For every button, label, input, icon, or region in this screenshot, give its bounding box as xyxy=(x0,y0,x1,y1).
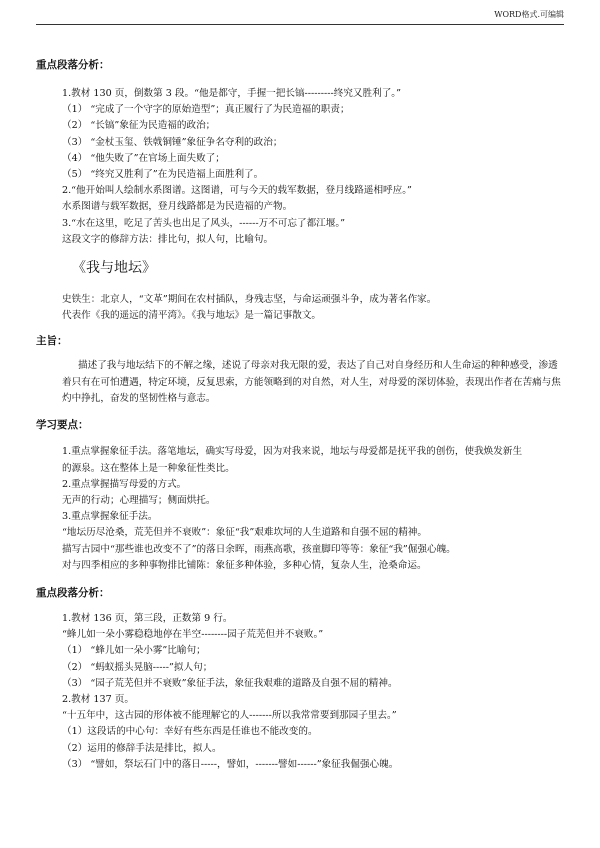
section-heading-key-paragraphs-1: 重点段落分析： xyxy=(36,59,110,71)
text-line: （2） “长镐”象征为民造福的政治； xyxy=(62,120,216,132)
text-line: 这段文字的修辞方法：排比句，拟人句，比喻句。 xyxy=(62,233,274,245)
text-line: （1）这段话的中心句：幸好有些东西是任谁也不能改变的。 xyxy=(62,726,318,738)
author-line: 史铁生：北京人，“文革”期间在农村插队，身残志坚，与命运顽强斗争，成为著名作家。 xyxy=(62,294,437,306)
text-line: 2.“他开始叫人绘制水系图谱。这图谱，可与今天的载军数据，登月线路遥相呼应。” xyxy=(62,185,412,197)
text-line: 1.教材 130 页，倒数第 3 段。“他是都守，手握一把长镐---------终究又胜利了。” xyxy=(62,88,401,99)
text-line: 3.重点掌握象征手法。 xyxy=(62,511,158,523)
text-line: 1.教材 136 页，第三段，正数第 9 行。 xyxy=(62,612,233,624)
text-line: （5） “终究又胜利了”在为民造福上面胜利了。 xyxy=(62,169,264,181)
section-heading-study-points: 学习要点： xyxy=(36,419,89,432)
text-line: （3） “园子荒芜但并不衰败”象征手法，象征我艰难的道路及自强不屈的精神。 xyxy=(62,677,398,689)
text-line: 1.重点掌握象征手法。落笔地坛，确实写母爱，因为对我来说，地坛与母爱都是抚平我的创伤，使我焕发新生 xyxy=(62,446,523,458)
text-line: 3.“水在这里，吃足了苦头也出足了风头，------万不可忘了都江堰。” xyxy=(62,217,346,229)
text-line: （1） “完成了一个守字的原始造型”；真正履行了为民造福的职责； xyxy=(62,104,350,116)
document-content xyxy=(36,58,566,773)
author-line: 代表作《我的遥远的清平湾》。《我与地坛》是一篇记事散文。 xyxy=(62,310,322,322)
text-line: （4） “他失败了”在官场上面失败了； xyxy=(62,152,225,164)
section-heading-key-paragraphs-2: 重点段落分析： xyxy=(36,586,110,599)
text-line: 对与四季相应的多种事物排比铺陈：象征多种体验，多种心情，复杂人生，沧桑命运。 xyxy=(62,559,427,571)
text-line: 的源泉。这在整体上是一种象征性类比。 xyxy=(62,462,235,474)
text-line: “地坛历尽沧桑，荒芜但并不衰败”：象征“我”艰难坎坷的人生道路和自强不屈的精神。 xyxy=(62,527,427,539)
text-line: （2） “蚂蚁摇头晃脑-----”拟人句； xyxy=(62,661,213,673)
section-heading-theme: 主旨： xyxy=(36,335,68,348)
text-line: （1） “蜂儿如一朵小雾”比喻句； xyxy=(62,645,206,657)
text-line: “十五年中，这古园的形体被不能理解它的人-------所以我常常要到那园子里去。” xyxy=(62,710,397,722)
text-line: 2.重点掌握描写母爱的方式。 xyxy=(62,478,187,490)
text-line: 描写古园中“那些谁也改变不了”的落日余晖，雨燕高歌，孩童脚印等等：象征“我”倔强心魄。 xyxy=(62,543,456,555)
text-line: 无声的行动；心理描写；侧面烘托。 xyxy=(62,494,216,506)
text-line: “蜂儿如一朵小雾稳稳地停在半空--------园子荒芜但并不衰败。” xyxy=(62,629,324,641)
essay-title: 《我与地坛》 xyxy=(72,260,156,277)
text-line: （3） “金杖玉玺、铁戟铜锤”象征争名夺利的政治； xyxy=(62,136,283,148)
page-header: WORD格式.可编辑 xyxy=(36,8,564,25)
text-line: 水系图谱与载军数据，登月线路都是为民造福的产物。 xyxy=(62,201,293,213)
text-line: （3） “譬如，祭坛石门中的落日-----，譬如，-------譬如------”象征我倔强心魄。 xyxy=(62,758,399,770)
text-line: （2）运用的修辞手法是排比，拟人。 xyxy=(62,742,222,754)
theme-paragraph: 描述了我与地坛结下的不解之缘，述说了母亲对我无限的爱，表达了自己对自身经历和人生命运的种种感受，渗透着只有在可怕遭遇，特定环境，反复思索，方能领略到的对自然，对人生，对母爱的深切体验，表现出作者在苦痛与焦灼中挣扎，奋发的坚韧性格与意志。 xyxy=(62,360,561,405)
text-line: 2.教材 137 页。 xyxy=(62,693,134,705)
